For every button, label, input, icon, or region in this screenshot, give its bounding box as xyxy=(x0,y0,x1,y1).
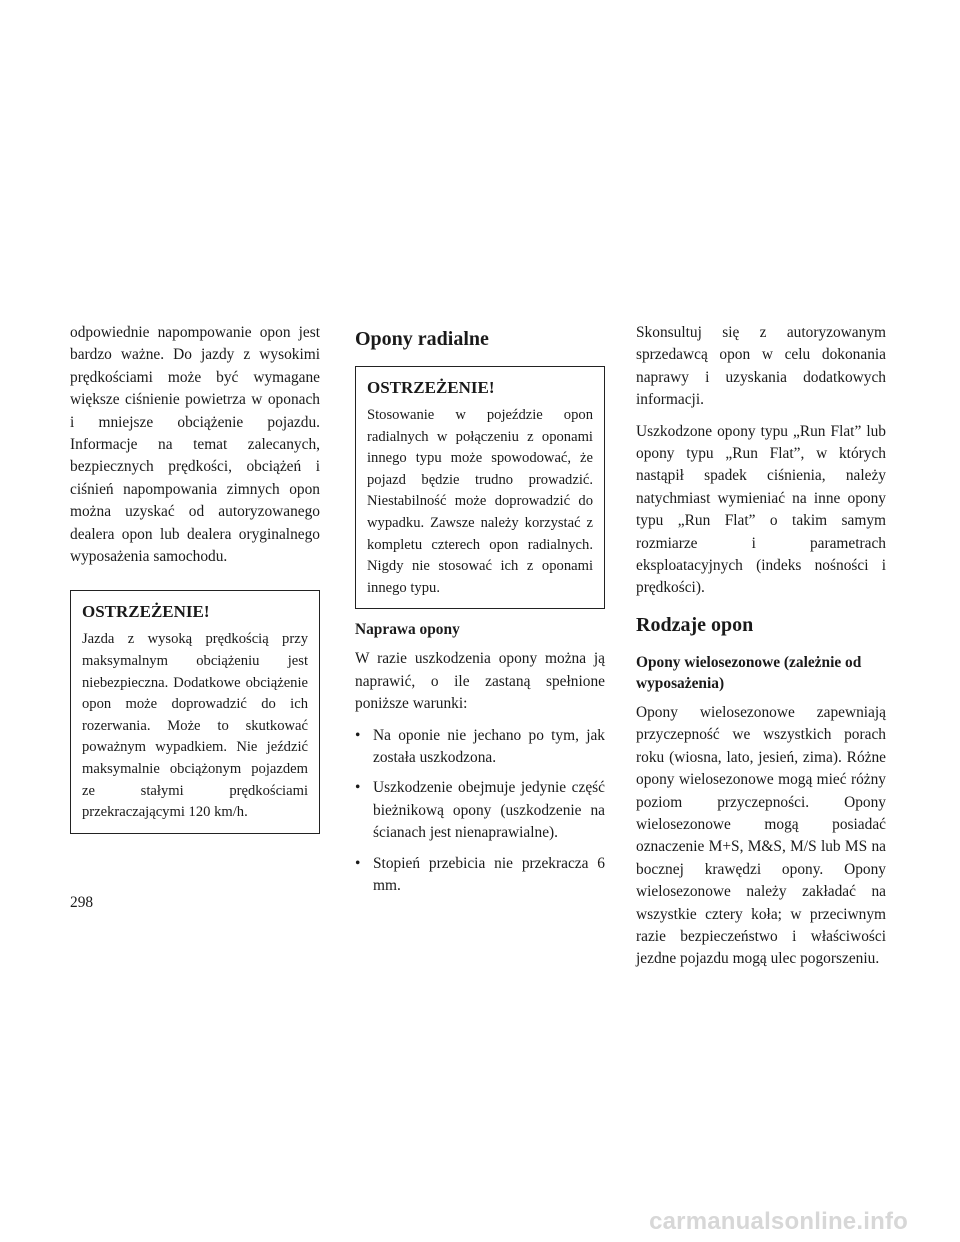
subheading-all-season: Opony wielosezonowe (zależnie od wyposażenia) xyxy=(636,653,862,692)
repair-conditions-list xyxy=(355,725,605,898)
run-flat-paragraph: Uszkodzone opony typu „Run Flat” lub opony typu „Run Flat”, w których nastąpił spadek ciśnienia, należy natychmiast wymieniać na inne opony typu „Run Flat” o takim samym rozmiarze i parametrach eksploatacyjnych (indeks nośności i prędkości). xyxy=(636,422,886,597)
intro-paragraph: odpowiednie napompowanie opon jest bardzo ważne. Do jazdy z wysokimi prędkościami może być wymagane większe ciśnienie powietrza w oponach i mniejsze obciążenie pojazdu. Informacje na temat zalecanych, bezpiecznych prędkości, obciążeń i ciśnień napompowania zimnych opon można uzyskać od autoryzowanego dealera opon lub dealera oryginalnego wyposażenia samochodu. xyxy=(70,324,320,566)
list-item: • Stopień przebicia nie przekracza 6 mm. xyxy=(355,854,605,894)
bullet-icon: • xyxy=(355,779,361,797)
warning-box-radial xyxy=(355,366,605,609)
consult-paragraph: Skonsultuj się z autoryzowanym sprzedawcą opon w celu dokonania naprawy i uzyskania dodatkowych informacji. xyxy=(636,324,886,409)
warning-text: Jazda z wysoką prędkością przy maksymalnym obciążeniu jest niebezpieczna. Dodatkowe obciążenie opon może doprowadzić do ich rozerwania. Może to skutkować poważnym wypadkiem. Nie jeździć maksymalnie obciążonym pojazdem ze stałymi prędkościami przekraczającymi 120 km/h. xyxy=(82,631,308,821)
warning-title: OSTRZEŻENIE! xyxy=(367,378,495,397)
bullet-icon: • xyxy=(355,854,361,872)
watermark-logo: carmanualsonline.info xyxy=(649,1208,908,1235)
subheading-tire-repair: Naprawa opony xyxy=(355,621,460,639)
section-heading-radial-tires: Opony radialne xyxy=(355,328,489,350)
column-middle xyxy=(355,322,605,905)
all-season-paragraph: Opony wielosezonowe zapewniają przyczepność we wszystkich porach roku (wiosna, lato, jesień, zima). Różne opony wielosezonowe mogą mieć różny poziom przyczepności. Opony wielosezonowe mogą posiadać oznaczenie M+S, M&S, M/S lub MS na bocznej krawędzi opony. Opony wielosezonowe należy zakładać na wszystkie cztery koła; w przeciwnym razie bezpieczeństwo i właściwości jezdne pojazdu mogą ulec pogorszeniu. xyxy=(636,703,886,968)
warning-text: Stosowanie w pojeździe opon radialnych w połączeniu z oponami innego typu może spowodować, że pojazd będzie trudno prowadzić. Niestabilność może doprowadzić do wypadku. Zawsze należy korzystać z kompletu czterech opon radialnych. Nigdy nie stosować ich z oponami innego typu. xyxy=(367,407,593,596)
column-left xyxy=(70,322,320,844)
list-item: • Na oponie nie jechano po tym, jak została uszkodzona. xyxy=(355,726,605,766)
repair-paragraph: W razie uszkodzenia opony można ją naprawić, o ile zastaną spełnione poniższe warunki: xyxy=(355,650,605,713)
warning-box-speed xyxy=(70,590,320,833)
warning-title: OSTRZEŻENIE! xyxy=(82,602,210,622)
bullet-icon: • xyxy=(355,726,361,744)
column-right xyxy=(636,322,886,980)
page-number: 298 xyxy=(70,894,94,911)
section-heading-tire-types: Rodzaje opon xyxy=(636,613,754,636)
list-item: • Uszkodzenie obejmuje jedynie część bieżnikową opony (uszkodzenie na ścianach jest nienaprawialne). xyxy=(355,779,605,842)
